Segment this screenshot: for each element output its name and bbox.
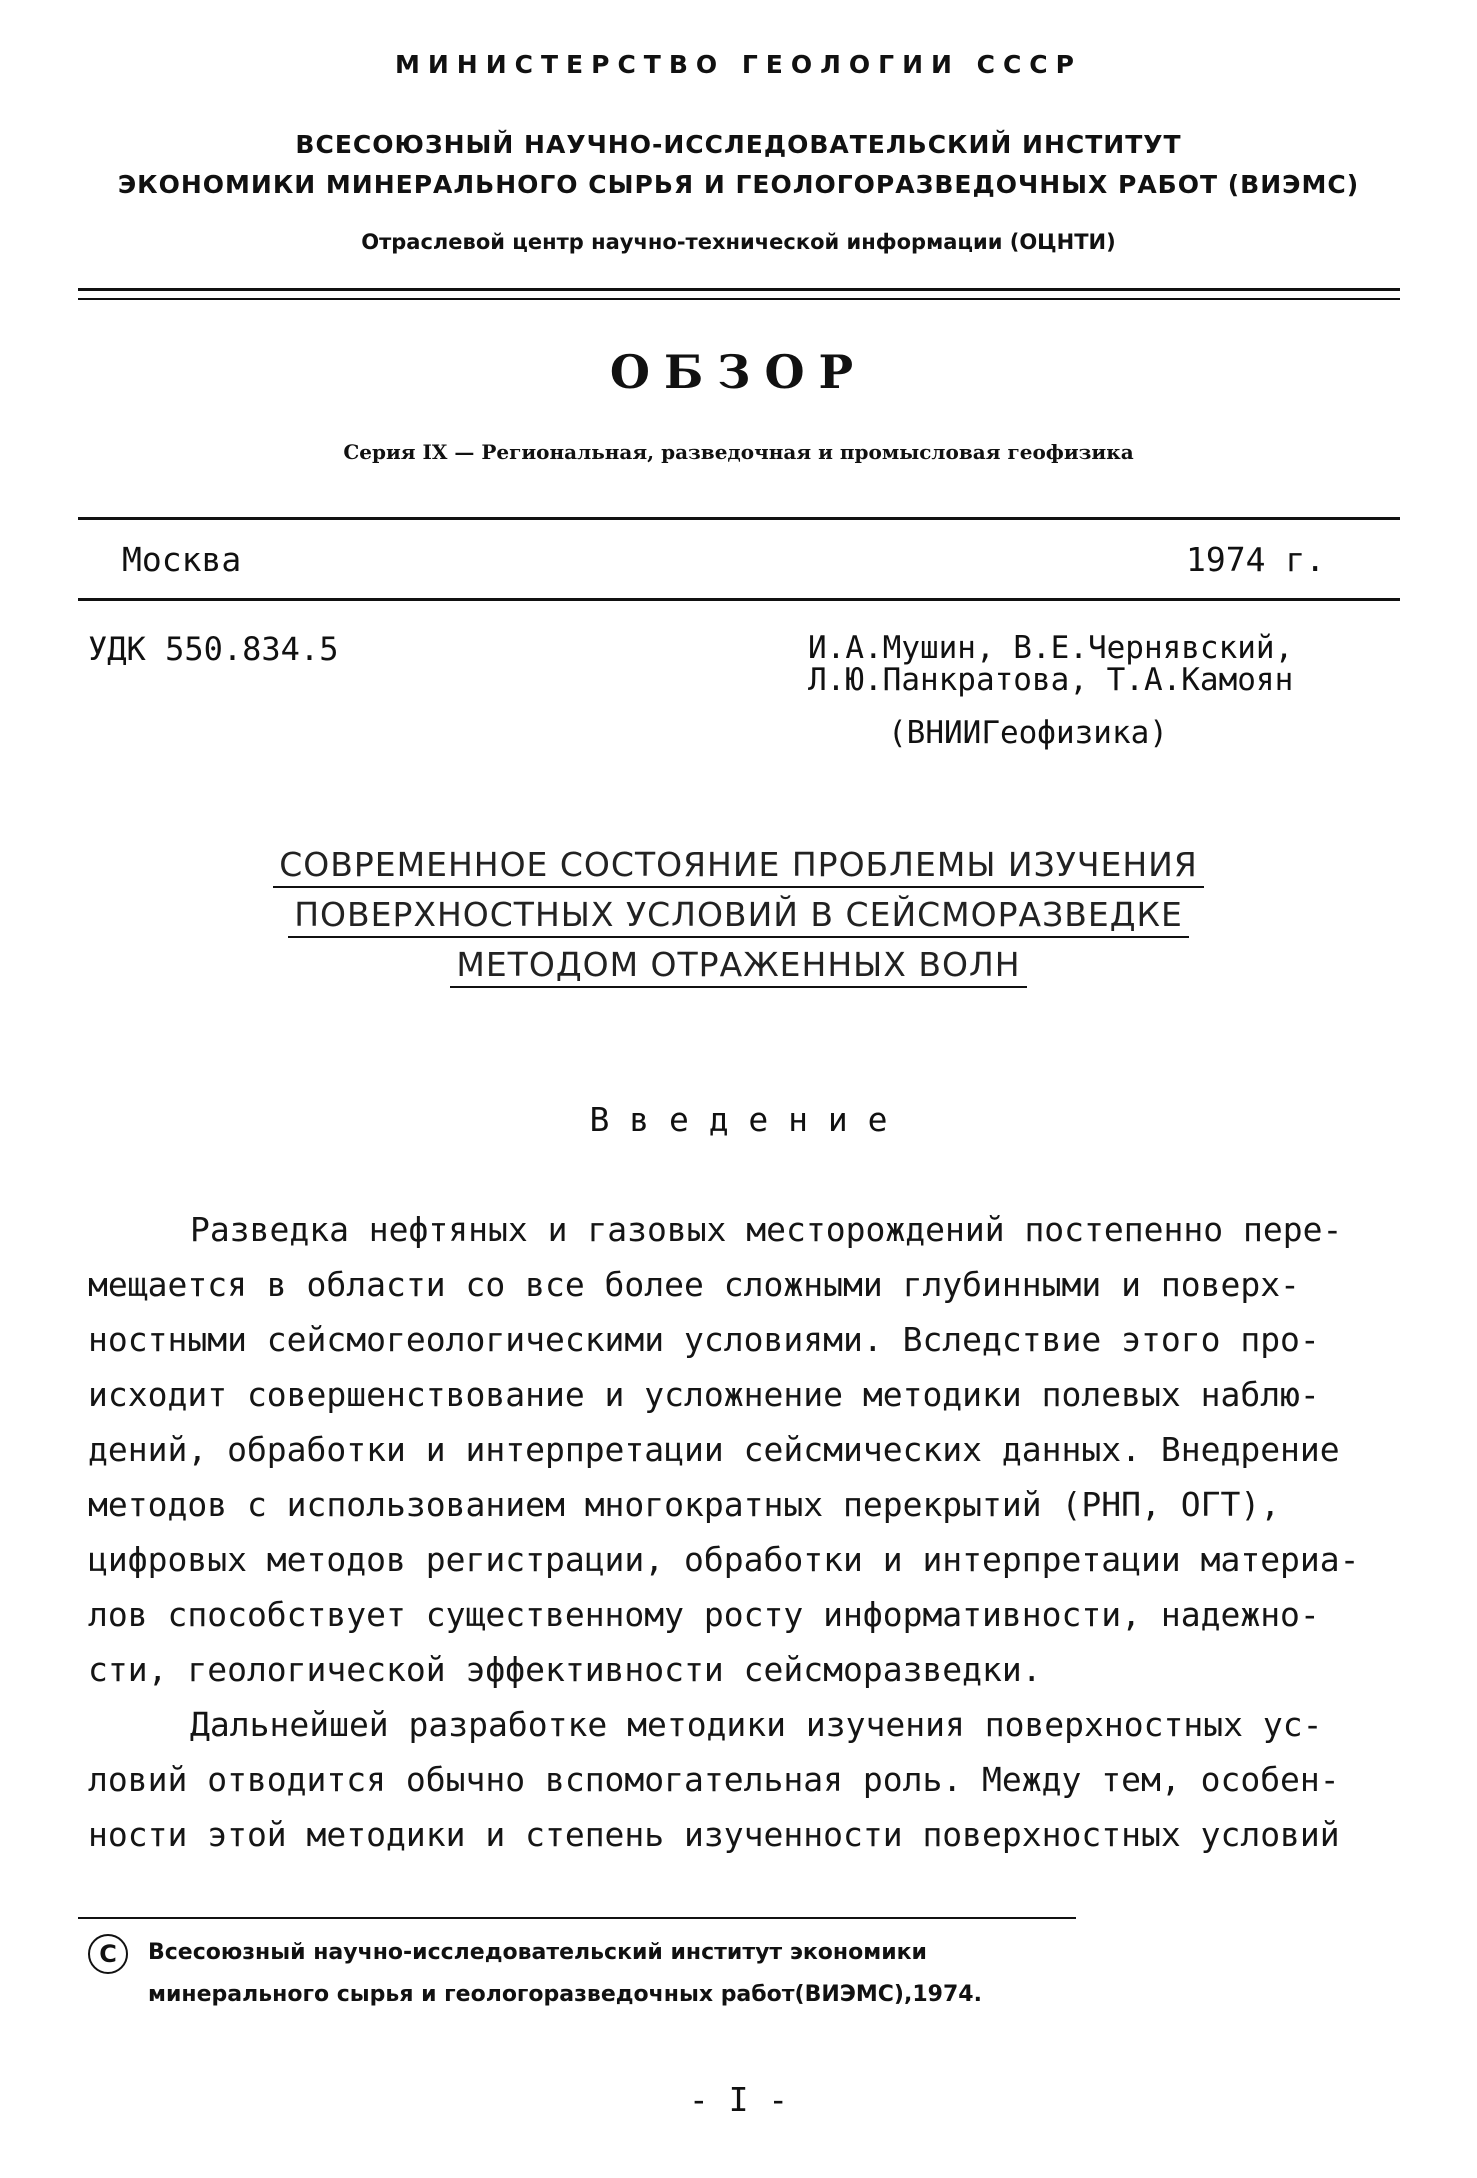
article-title-line-3	[0, 945, 1477, 984]
footnote-line-1: Всесоюзный научно-исследовательский институт экономики	[148, 1940, 927, 1965]
year: 1974 г.	[1186, 540, 1326, 579]
body-line-12: ности этой методики и степень изученности поверхностных условий	[88, 1815, 1340, 1854]
body-line-1: Разведка нефтяных и газовых месторождений постепенно пере-	[190, 1210, 1343, 1249]
city-rule-bottom	[78, 598, 1400, 601]
header-rule-top	[78, 288, 1400, 291]
udc-code: УДК 550.834.5	[88, 630, 339, 668]
page-number: - I -	[688, 2080, 789, 2119]
article-title-text-3: МЕТОДОМ ОТРАЖЕННЫХ ВОЛН	[450, 945, 1026, 988]
body-line-5: дений, обработки и интерпретации сейсмических данных. Внедрение	[88, 1430, 1340, 1469]
city: Москва	[122, 540, 242, 579]
header-rule-bottom	[78, 298, 1400, 300]
body-line-9: сти, геологической эффективности сейсморазведки.	[88, 1650, 1042, 1689]
article-title-line-1	[0, 845, 1477, 884]
article-title-text-2: ПОВЕРХНОСТНЫХ УСЛОВИЙ В СЕЙСМОРАЗВЕДКЕ	[288, 895, 1189, 938]
series-line: Серия IX — Региональная, разведочная и промысловая геофизика	[343, 440, 1134, 464]
authors-line-2: Л.Ю.Панкратова, Т.А.Камоян	[808, 662, 1294, 698]
body-line-4: исходит совершенствование и усложнение методики полевых наблю-	[88, 1375, 1320, 1414]
article-title-text-1: СОВРЕМЕННОЕ СОСТОЯНИЕ ПРОБЛЕМЫ ИЗУЧЕНИЯ	[273, 845, 1204, 888]
body-line-3: ностными сейсмогеологическими условиями. Вследствие этого про-	[88, 1320, 1320, 1359]
institute-line-1: ВСЕСОЮЗНЫЙ НАУЧНО-ИССЛЕДОВАТЕЛЬСКИЙ ИНСТИТУТ	[295, 130, 1182, 159]
body-line-11: ловий отводится обычно вспомогательная роль. Между тем, особен-	[88, 1760, 1340, 1799]
authors-line-1: И.А.Мушин, В.Е.Чернявский,	[808, 630, 1294, 666]
body-line-6: методов с использованием многократных перекрытий (РНП, ОГТ),	[88, 1485, 1281, 1524]
article-title-line-2	[0, 895, 1477, 934]
information-center: Отраслевой центр научно-технической информации (ОЦНТИ)	[361, 230, 1116, 254]
city-rule-top	[78, 517, 1400, 520]
footnote-rule	[78, 1917, 1076, 1919]
ministry-heading: МИНИСТЕРСТВО ГЕОЛОГИИ СССР	[395, 50, 1082, 79]
copyright-icon: C	[88, 1934, 128, 1974]
body-line-8: лов способствует существенному росту информативности, надежно-	[88, 1595, 1320, 1634]
review-title: ОБЗОР	[609, 345, 868, 399]
body-line-10: Дальнейшей разработке методики изучения поверхностных ус-	[190, 1705, 1323, 1744]
section-heading: В в е д е н и е	[589, 1100, 888, 1139]
body-line-2: мещается в области со все более сложными глубинными и поверх-	[88, 1265, 1300, 1304]
body-line-7: цифровых методов регистрации, обработки и интерпретации материа-	[88, 1540, 1360, 1579]
institute-line-2: ЭКОНОМИКИ МИНЕРАЛЬНОГО СЫРЬЯ И ГЕОЛОГОРАЗВЕДОЧНЫХ РАБОТ (ВИЭМС)	[117, 170, 1360, 199]
affiliation: (ВНИИГеофизика)	[888, 715, 1168, 751]
footnote-line-2: минерального сырья и геологоразведочных работ(ВИЭМС),1974.	[148, 1982, 982, 2007]
